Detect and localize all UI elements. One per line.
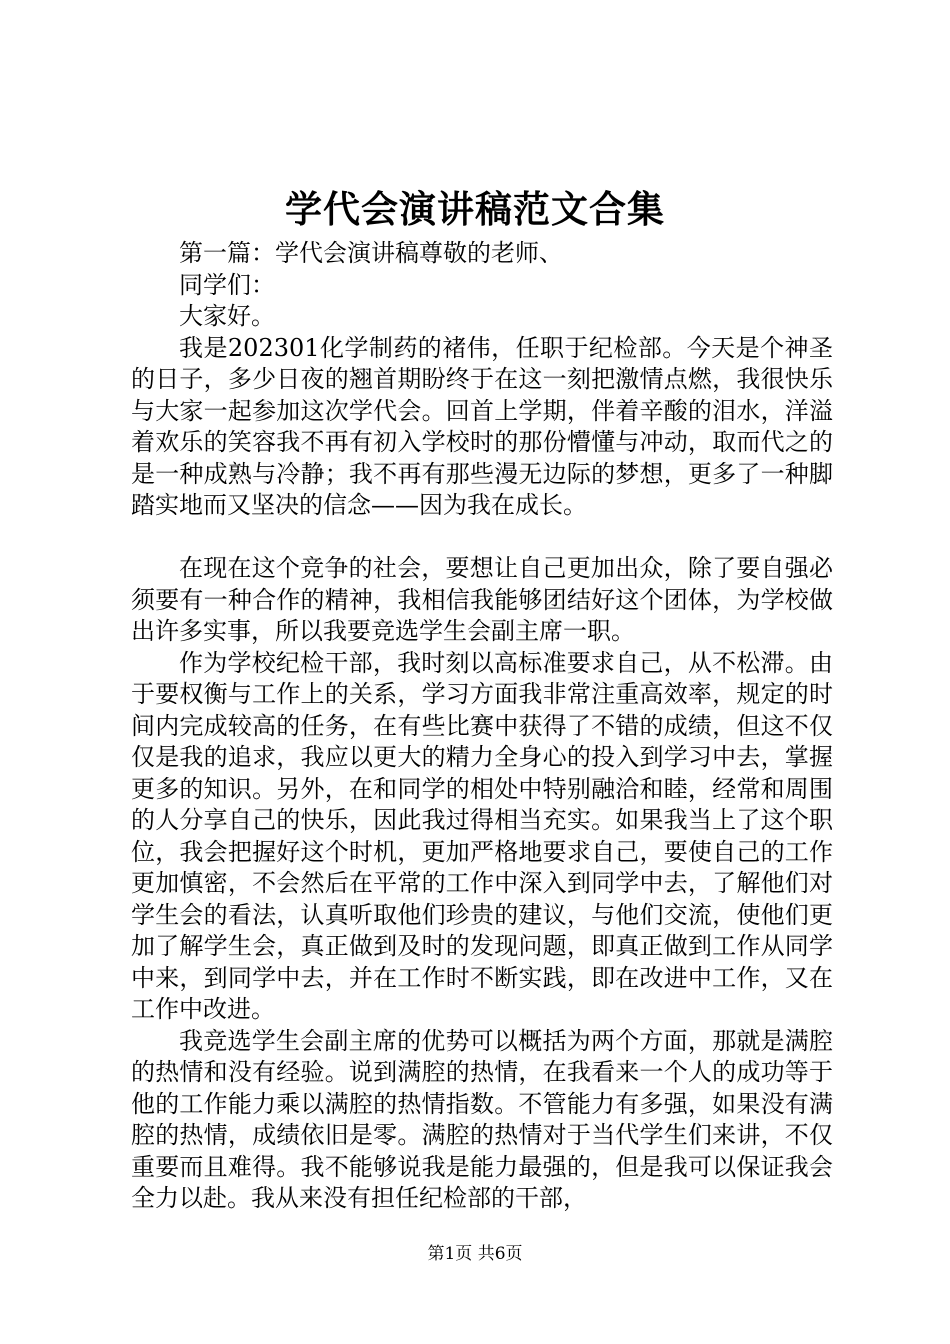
paragraph-advantages: 我竞选学生会副主席的优势可以概括为两个方面，那就是满腔的热情和没有经验。说到满腔的热情，在我看来一个人的成功等于他的工作能力乘以满腔的热情指数。不管能力有多强，如果没有满腔的热情，成绩依旧是零。满腔的热情对于当代学生们来讲，不仅重要而且难得。我不能够说我是能力最强的，但是我可以保证我会全力以赴。我从来没有担任纪检部的干部，	[131, 1026, 833, 1212]
paragraph-competition: 在现在这个竞争的社会，要想让自己更加出众，除了要自强必须要有一种合作的精神，我相信我能够团结好这个团体，为学校做出许多实事，所以我要竞选学生会副主席一职。	[131, 554, 833, 645]
paragraph-intro: 我是202301化学制药的褚伟，任职于纪检部。今天是个神圣的日子，多少日夜的翘首期盼终于在这一刻把激情点燃，我很快乐与大家一起参加这次学代会。回首上学期，伴着辛酸的泪水，洋溢着欢乐的笑容我不再有初入学校时的那份懵懂与冲动，取而代之的是一种成熟与冷静；我不再有那些漫无边际的梦想，更多了一种脚踏实地而又坚决的信念——因为我在成长。	[131, 333, 833, 519]
paragraph-greeting: 大家好。	[179, 302, 275, 330]
page-footer: 第1页 共6页	[427, 1244, 523, 1264]
document-title: 学代会演讲稿范文合集	[285, 187, 665, 231]
paragraph-salutation: 同学们：	[179, 270, 275, 299]
paragraph-discipline: 作为学校纪检干部，我时刻以高标准要求自己，从不松滞。由于要权衡与工作上的关系，学习方面我非常注重高效率，规定的时间内完成较高的任务，在有些比赛中获得了不错的成绩，但这不仅仅是我的追求，我应以更大的精力全身心的投入到学习中去，掌握更多的知识。另外，在和同学的相处中特别融洽和睦，经常和周围的人分享自己的快乐，因此我过得相当充实。如果我当上了这个职位，我会把握好这个时机，更加严格地要求自己，要使自己的工作更加慎密，不会然后在平常的工作中深入到同学中去，了解他们对学生会的看法，认真听取他们珍贵的建议，与他们交流，使他们更加了解学生会，真正做到及时的发现问题，即真正做到工作从同学中来，到同学中去，并在工作时不断实践，即在改进中工作，又在工作中改进。	[131, 648, 833, 1023]
paragraph-heading: 第一篇：学代会演讲稿尊敬的老师、	[179, 239, 563, 267]
document-body	[131, 238, 833, 1215]
paragraph-gap	[131, 522, 833, 554]
